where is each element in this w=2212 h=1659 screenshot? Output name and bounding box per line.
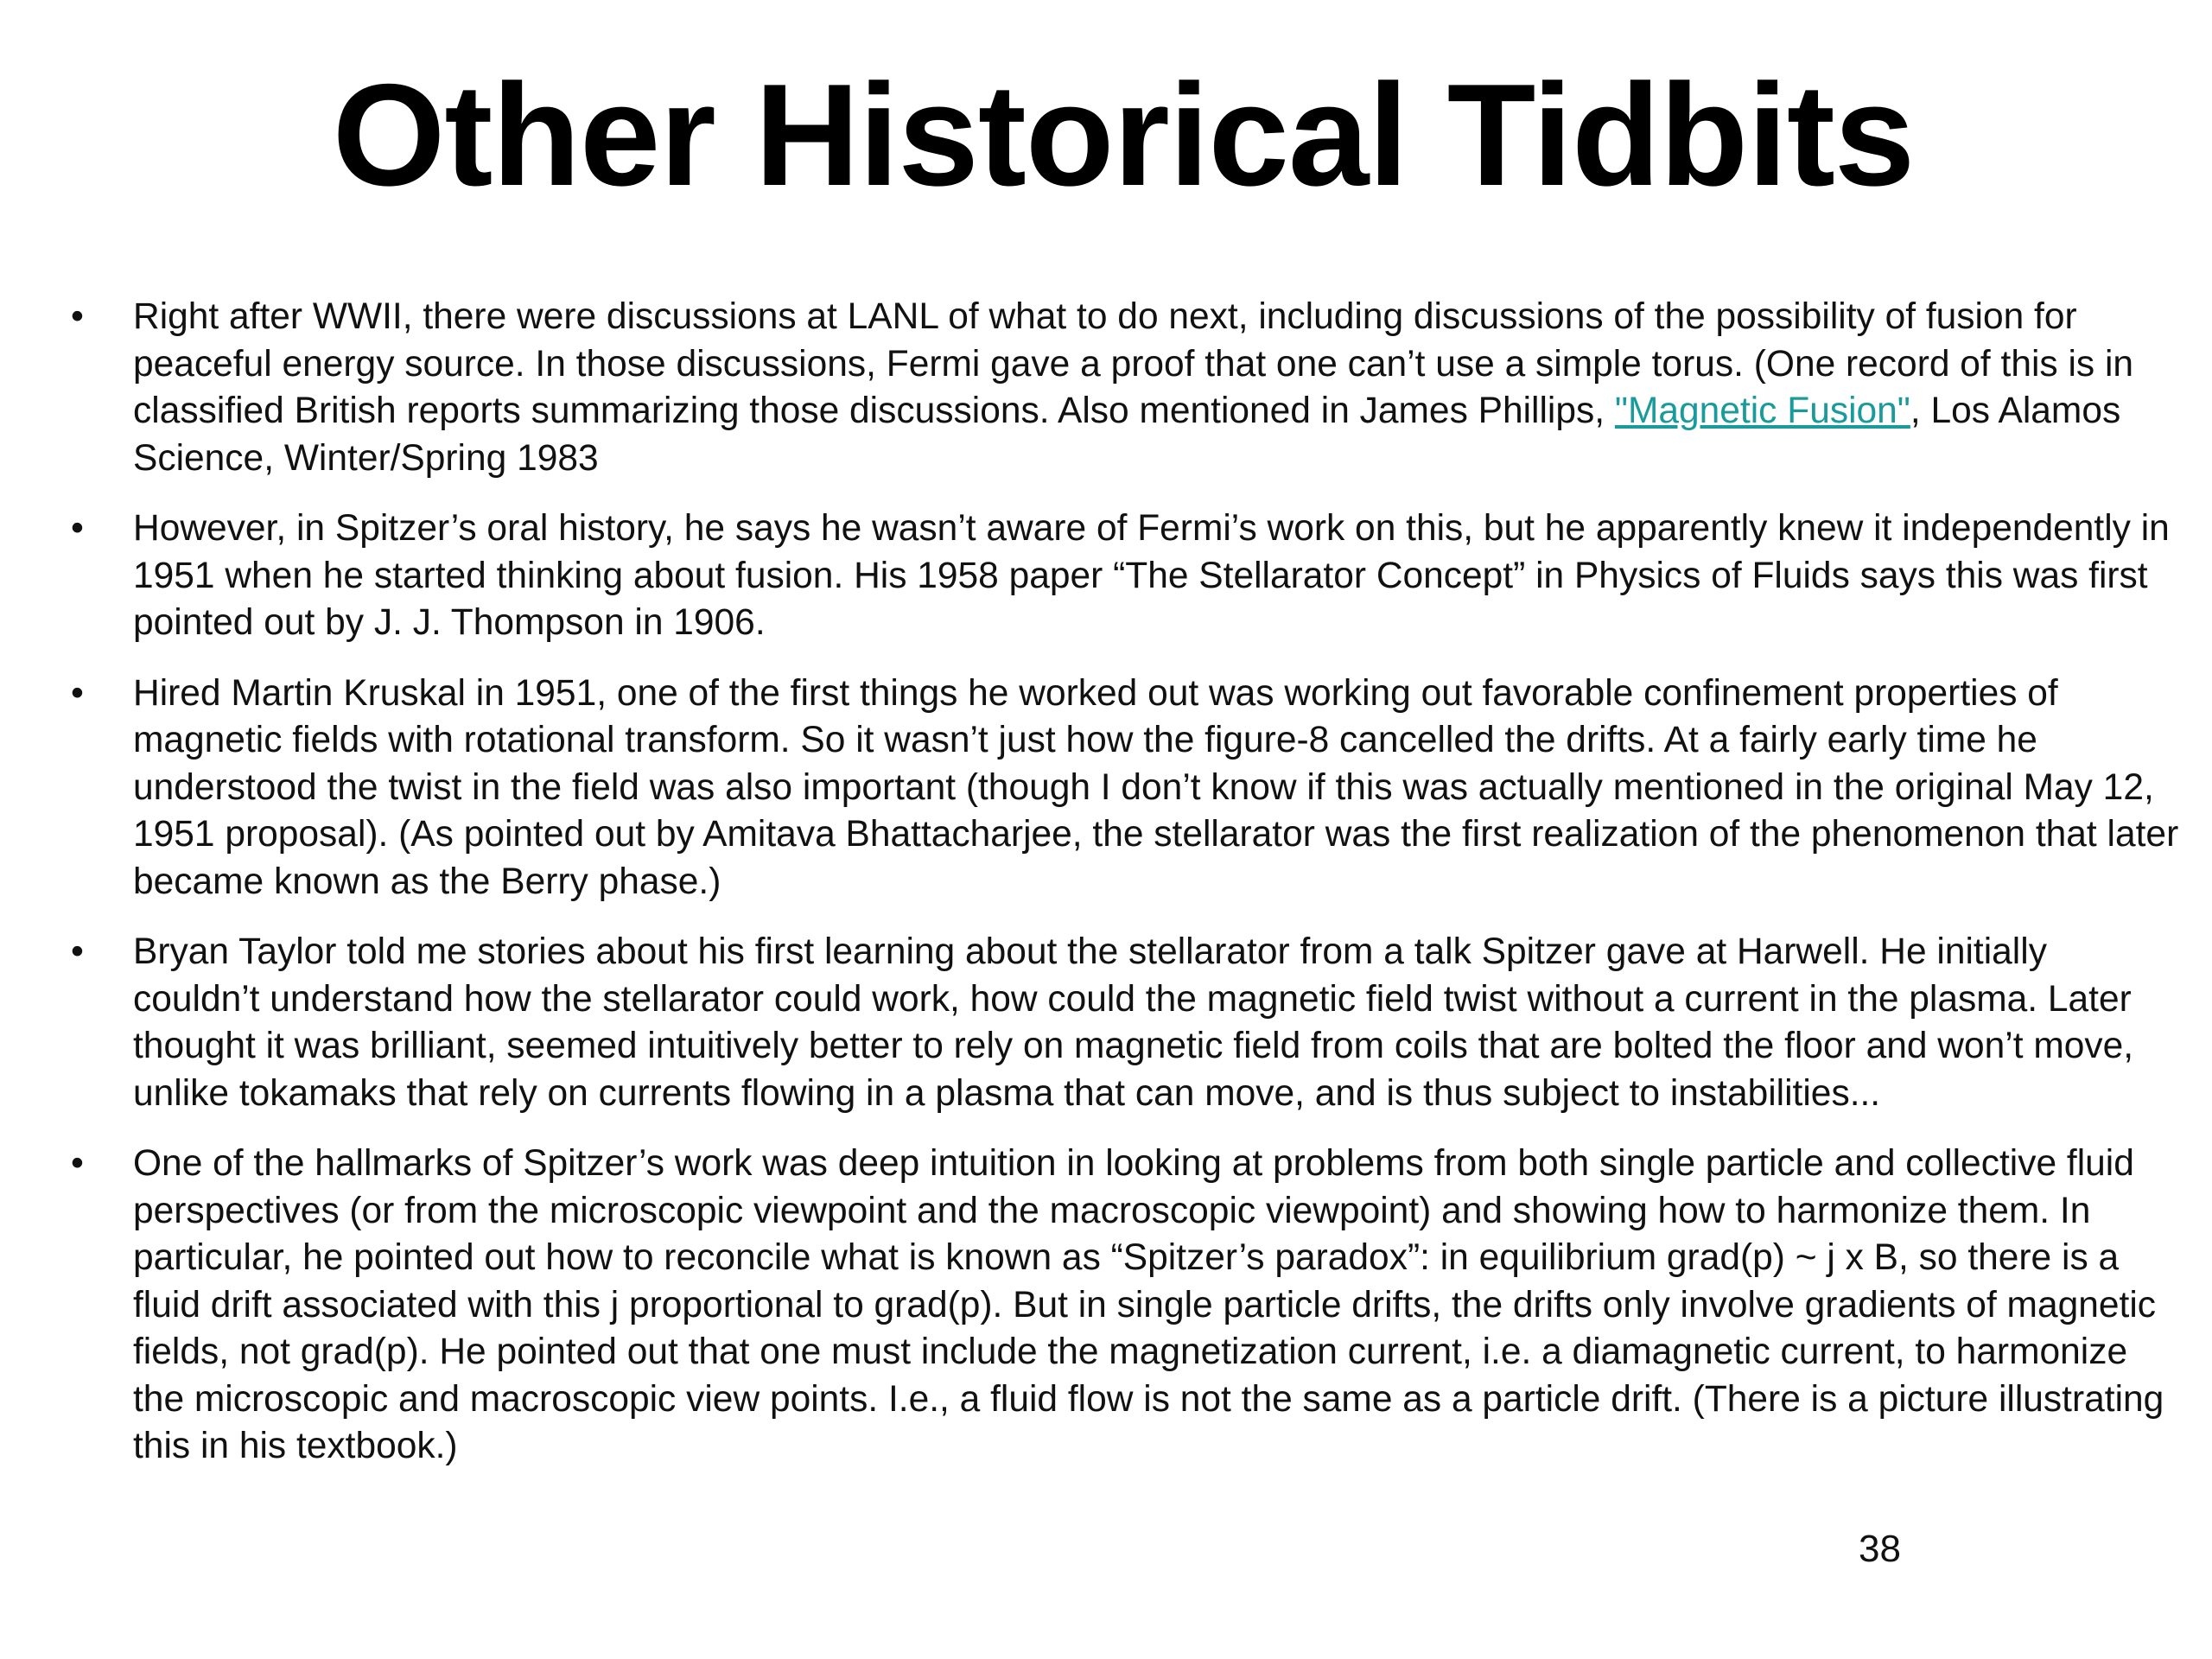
page-number: 38	[1859, 1528, 1901, 1570]
bullet-text: Bryan Taylor told me stories about his first learning about the stellarator from a talk Spitzer gave at Harwell. He initially couldn’t understand how the stellarator could work, how could the magnetic field twist without a current in the plasma. Later thought it was brilliant, seemed intuitively better to rely on magnetic field from coils that are bolted the floor and won’t move, unlike tokamaks that rely on currents flowing in a plasma that can move, and is thus subject to instabilities...	[133, 931, 2134, 1114]
bullet-marker: •	[71, 508, 84, 549]
bullet-marker: •	[71, 296, 84, 337]
bullet-text	[133, 294, 2179, 482]
bullet-item-4	[71, 929, 2179, 1117]
bullet-list	[71, 294, 2179, 1494]
bullet-marker: •	[71, 1143, 84, 1184]
magnetic-fusion-link[interactable]: "Magnetic Fusion"	[1614, 391, 1910, 431]
bullet-item-2	[71, 505, 2179, 647]
bullet-marker: •	[71, 931, 84, 972]
bullet-item-5	[71, 1141, 2179, 1471]
bullet-text-part: Right after WWII, there were discussions at LANL of what to do next, including discussions of the possibility of fusion for peaceful energy source. In those discussions, Fermi gave a proof that one can’t use a simple torus. (One record of this is in classified British reports summarizing those discussions. Also mentioned in James Phillips,	[133, 296, 2134, 431]
bullet-item-1	[71, 294, 2179, 482]
bullet-text: However, in Spitzer’s oral history, he says he wasn’t aware of Fermi’s work on this, but he apparently knew it independently in 1951 when he started thinking about fusion. His 1958 paper “The Stellarator Concept” in Physics of Fluids says this was first pointed out by J. J. Thompson in 1906.	[133, 508, 2170, 643]
bullet-text: One of the hallmarks of Spitzer’s work was deep intuition in looking at problems from both single particle and collective fluid perspectives (or from the microscopic viewpoint and the macroscopic viewpoint) and showing how to harmonize them. In particular, he pointed out how to reconcile what is known as “Spitzer’s paradox”: in equilibrium grad(p) ~ j x B, so there is a fluid drift associated with this j proportional to grad(p). But in single particle drifts, the drifts only involve gradients of magnetic fields, not grad(p). He pointed out that one must include the magnetization current, i.e. a diamagnetic current, to harmonize the microscopic and macroscopic view points. I.e., a fluid flow is not the same as a particle drift. (There is a picture illustrating this in his textbook.)	[133, 1143, 2164, 1466]
slide-title: Other Historical Tidbits	[332, 54, 1915, 216]
bullet-text-part: , Los Alamos Science, Winter/Spring 1983	[133, 391, 2121, 479]
bullet-marker: •	[71, 672, 84, 714]
bullet-text: Hired Martin Kruskal in 1951, one of the first things he worked out was working out favorable confinement properties of magnetic fields with rotational transform. So it wasn’t just how the figure-8 cancelled the drifts. At a fairly early time he understood the twist in the field was also important (though I don’t know if this was actually mentioned in the original May 12, 1951 proposal). (As pointed out by Amitava Bhattacharjee, the stellarator was the first realization of the phenomenon that later became known as the Berry phase.)	[133, 672, 2179, 902]
bullet-item-3	[71, 671, 2179, 906]
